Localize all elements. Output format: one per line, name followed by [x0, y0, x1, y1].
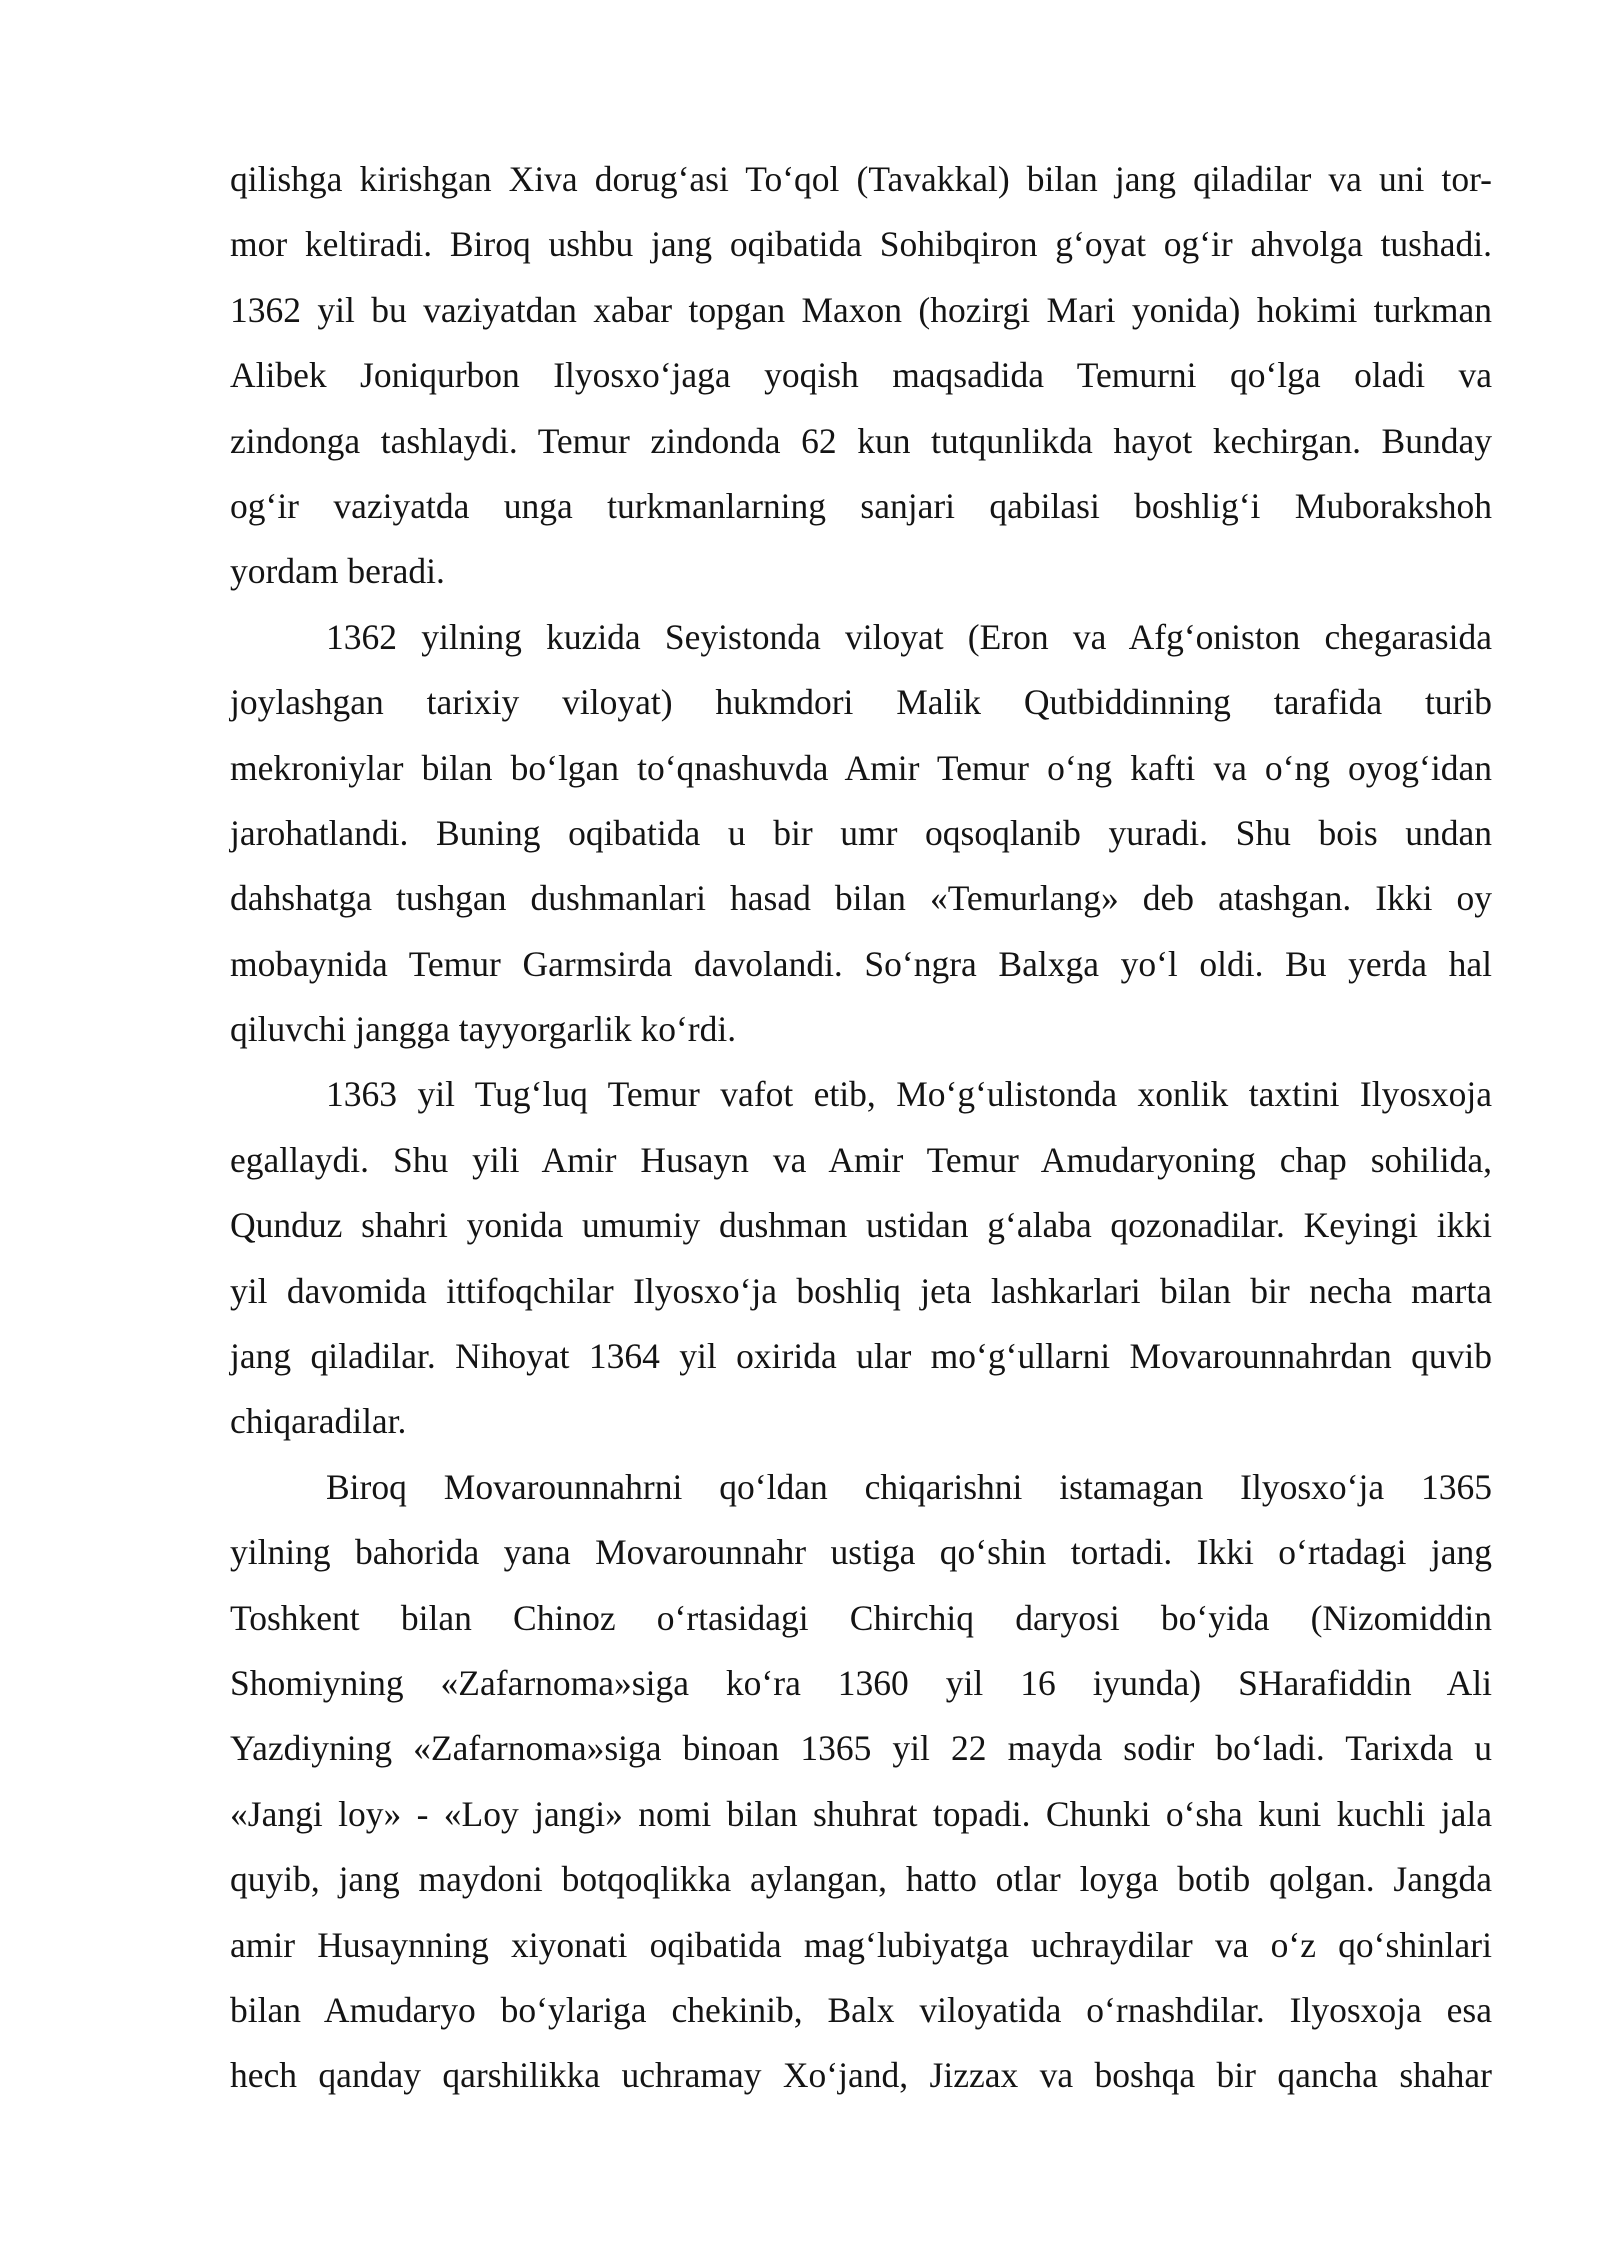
- text-line: mor keltiradi. Biroq ushbu jang oqibatida Sohibqiron g‘oyat og‘ir ahvolga tushadi.: [230, 224, 1492, 265]
- text-line: yil davomida ittifoqchilar Ilyosxo‘ja boshliq jeta lashkarlari bilan bir necha marta: [230, 1270, 1492, 1311]
- text-line: mekroniylar bilan bo‘lgan to‘qnashuvda Amir Temur o‘ng kafti va o‘ng oyog‘idan: [230, 747, 1492, 788]
- text-line: og‘ir vaziyatda unga turkmanlarning sanjari qabilasi boshlig‘i Muborakshoh: [230, 485, 1492, 526]
- text-line: joylashgan tarixiy viloyat) hukmdori Malik Qutbiddinning tarafida turib: [230, 682, 1492, 723]
- text-line: dahshatga tushgan dushmanlari hasad bilan «Temurlang» deb atashgan. Ikki oy: [230, 878, 1492, 919]
- text-line: yordam beradi.: [230, 551, 445, 592]
- paragraph: [230, 605, 1492, 1063]
- text-line: qiluvchi jangga tayyorgarlik ko‘rdi.: [230, 1009, 737, 1050]
- body-text: [230, 147, 1492, 2109]
- text-line: 1363 yil Tug‘luq Temur vafot etib, Mo‘g‘ulistonda xonlik taxtini Ilyosxoja: [326, 1074, 1492, 1115]
- text-line: chiqaradilar.: [230, 1401, 407, 1442]
- paragraph: [230, 1455, 1492, 2109]
- text-line: zindonga tashlaydi. Temur zindonda 62 kun tutqunlikda hayot kechirgan. Bunday: [230, 420, 1492, 461]
- text-line: Biroq Movarounnahrni qo‘ldan chiqarishni istamagan Ilyosxo‘ja 1365: [326, 1466, 1492, 1507]
- text-line: jarohatlandi. Buning oqibatida u bir umr oqsoqlanib yuradi. Shu bois undan: [230, 812, 1492, 853]
- text-line: bilan Amudaryo bo‘ylariga chekinib, Balx viloyatida o‘rnashdilar. Ilyosxoja esa: [230, 1989, 1492, 2030]
- text-line: yilning bahorida yana Movarounnahr ustiga qo‘shin tortadi. Ikki o‘rtadagi jang: [230, 1532, 1492, 1573]
- text-line: Yazdiyning «Zafarnoma»siga binoan 1365 yil 22 mayda sodir bo‘ladi. Tarixda u: [230, 1728, 1492, 1769]
- text-line: 1362 yil bu vaziyatdan xabar topgan Maxon (hozirgi Mari yonida) hokimi turkman: [230, 289, 1492, 330]
- text-line: qilishga kirishgan Xiva dorug‘asi To‘qol (Tavakkal) bilan jang qiladilar va uni tor-: [230, 159, 1492, 199]
- text-line: jang qiladilar. Nihoyat 1364 yil oxirida ular mo‘g‘ullarni Movarounnahrdan quvib: [230, 1336, 1492, 1377]
- paragraph: [230, 147, 1492, 605]
- text-line: Qunduz shahri yonida umumiy dushman ustidan g‘alaba qozonadilar. Keyingi ikki: [230, 1205, 1492, 1246]
- text-line: egallaydi. Shu yili Amir Husayn va Amir Temur Amudaryoning chap sohilida,: [230, 1139, 1492, 1180]
- text-line: Alibek Joniqurbon Ilyosxo‘jaga yoqish maqsadida Temurni qo‘lga oladi va: [230, 355, 1492, 396]
- text-line: Toshkent bilan Chinoz o‘rtasidagi Chirchiq daryosi bo‘yida (Nizomiddin: [230, 1597, 1492, 1638]
- paragraph: [230, 1062, 1492, 1454]
- text-line: mobaynida Temur Garmsirda davolandi. So‘ngra Balxga yo‘l oldi. Bu yerda hal: [230, 943, 1492, 984]
- text-line: amir Husaynning xiyonati oqibatida mag‘lubiyatga uchraydilar va o‘z qo‘shinlari: [230, 1924, 1492, 1965]
- text-line: quyib, jang maydoni botqoqlikka aylangan, hatto otlar loyga botib qolgan. Jangda: [230, 1859, 1492, 1900]
- text-line: 1362 yilning kuzida Seyistonda viloyat (Eron va Afg‘oniston chegarasida: [326, 616, 1492, 657]
- text-line: hech qanday qarshilikka uchramay Xo‘jand, Jizzax va boshqa bir qancha shahar: [230, 2055, 1492, 2096]
- text-line: «Jangi loy» - «Loy jangi» nomi bilan shuhrat topadi. Chunki o‘sha kuni kuchli jala: [230, 1793, 1492, 1834]
- text-line: Shomiyning «Zafarnoma»siga ko‘ra 1360 yil 16 iyunda) SHarafiddin Ali: [230, 1662, 1492, 1703]
